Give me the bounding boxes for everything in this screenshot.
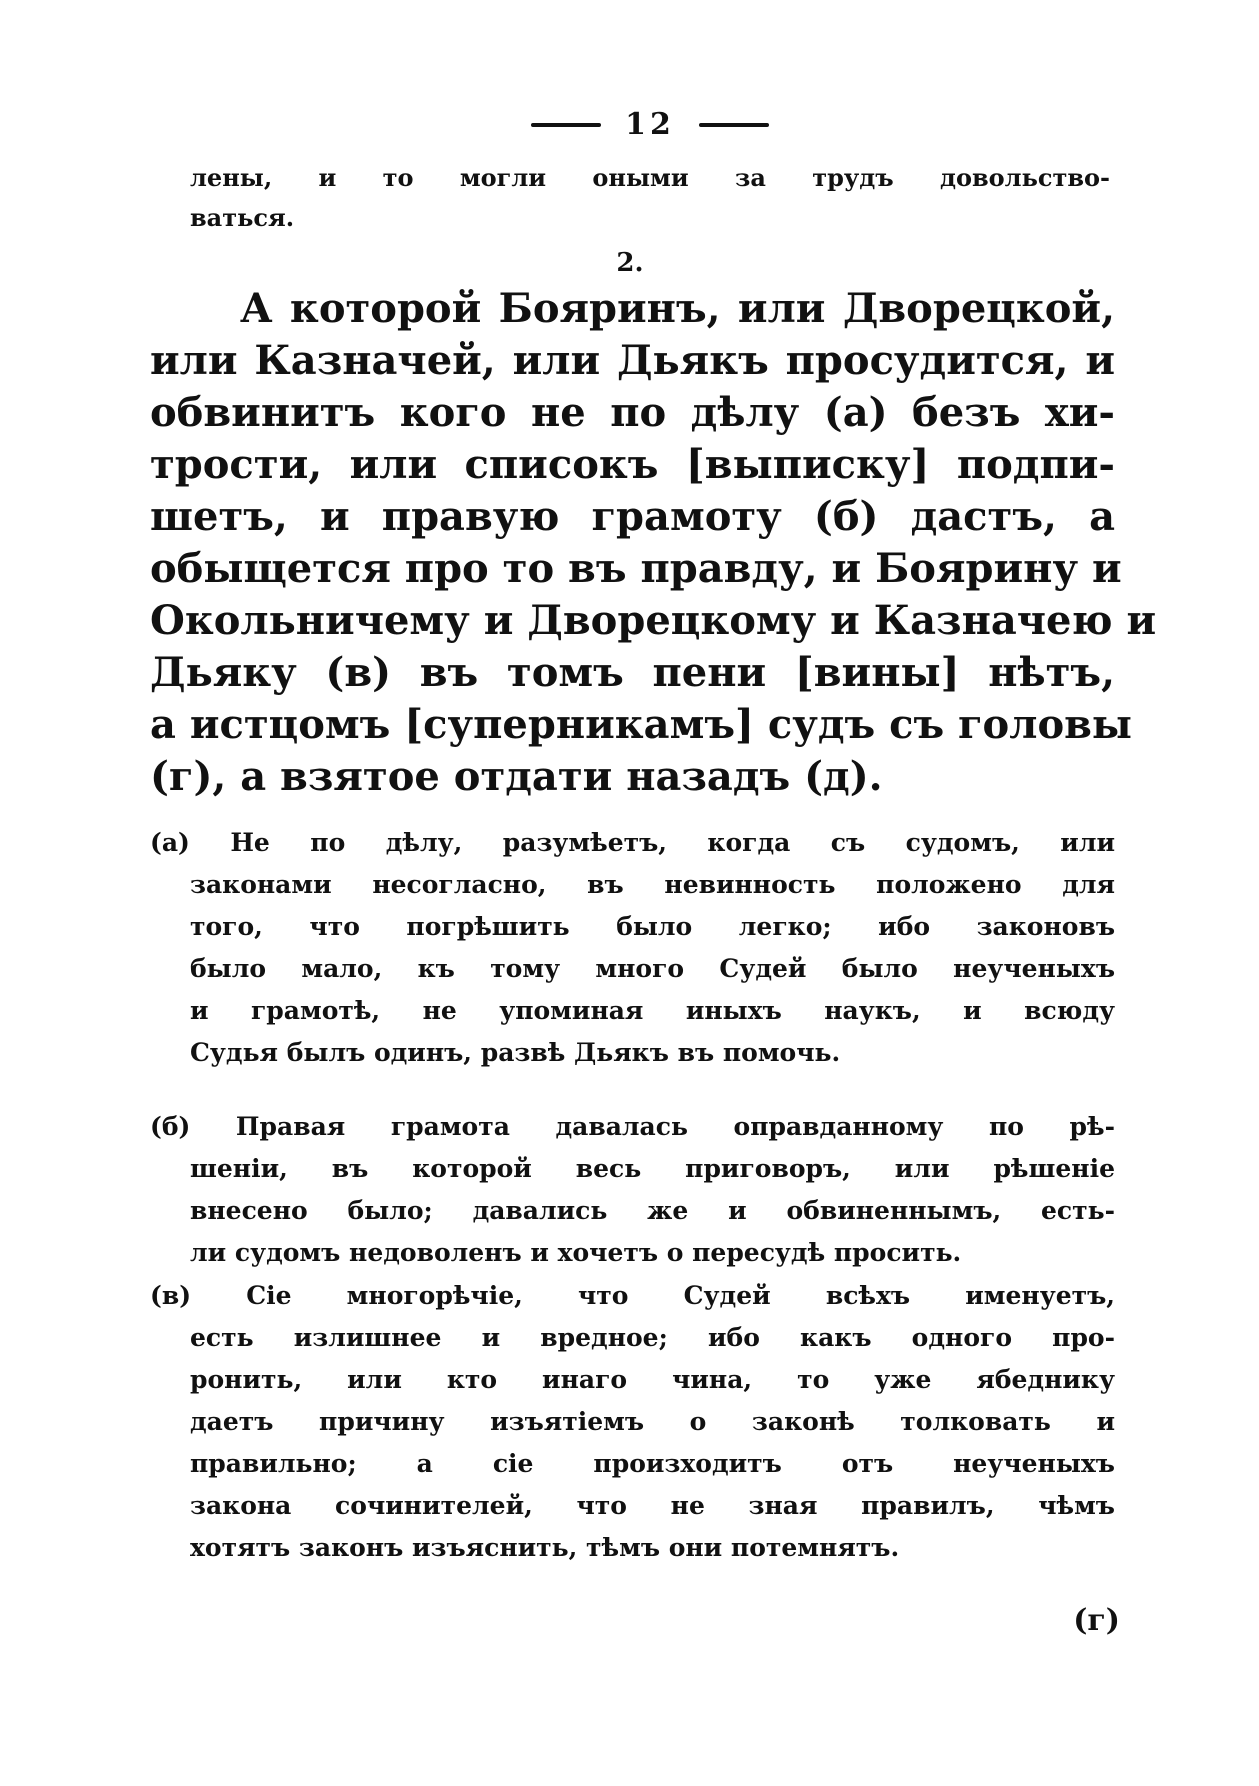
header-rule-left <box>531 123 601 127</box>
footnote-a <box>150 822 1115 1074</box>
footnote-line: было мало, къ тому много Судей было неученыхъ <box>190 954 1115 983</box>
footnote-line: ронить, или кто инаго чина, то уже ябеднику <box>190 1365 1115 1394</box>
footnote-line: внесено было; давались же и обвиненнымъ, есть- <box>190 1196 1115 1225</box>
footnote-line: законами несогласно, въ невинность положено для <box>190 870 1115 899</box>
article-line: обыщется про то въ правду, и Боярину и <box>150 545 1122 592</box>
article-text <box>150 283 1157 803</box>
footnote-line: шенiи, въ которой весь приговоръ, или рѣшенiе <box>190 1154 1115 1183</box>
header-rule-right <box>699 123 769 127</box>
footnote-v <box>150 1275 1115 1569</box>
section-number: 2. <box>616 248 644 278</box>
article-line: трости, или списокъ [выписку] подпи- <box>150 441 1115 488</box>
footnote-line: (б) Правая грамота давалась оправданному по рѣ- <box>150 1112 1115 1141</box>
page-number: 12 <box>625 107 675 142</box>
continuation-line: лены, и то могли оными за трудъ довольство- <box>190 163 1110 192</box>
footnote-line: (а) Не по дѣлу, разумѣетъ, когда съ судомъ, или <box>150 828 1115 857</box>
article-line: Дьяку (в) въ томъ пени [вины] нѣтъ, <box>150 649 1115 696</box>
article-line: А которой Бояринъ, или Дворецкой, <box>240 285 1115 332</box>
footnote-line: закона сочинителей, что не зная правилъ, чѣмъ <box>190 1491 1115 1520</box>
footnote-line: (в) Сiе многорѣчiе, что Судей всѣхъ именуетъ, <box>150 1281 1115 1310</box>
article-line: а истцомъ [суперникамъ] судъ съ головы <box>150 701 1133 748</box>
article-line: обвинитъ кого не по дѣлу (а) безъ хи- <box>150 389 1115 436</box>
footnote-line: того, что погрѣшить было легко; ибо законовъ <box>190 912 1115 941</box>
article-line: (г), а взятое отдати назадъ (д). <box>150 753 883 800</box>
page-header <box>490 105 810 145</box>
article-line: или Казначей, или Дьякъ просудится, и <box>150 337 1115 384</box>
footnote-line: есть излишнее и вредное; ибо какъ одного про- <box>190 1323 1115 1352</box>
footnote-line: и грамотѣ, не упоминая иныхъ наукъ, и всюду <box>190 996 1115 1025</box>
footnote-line: хотятъ законъ изъяснить, тѣмъ они потемнятъ. <box>190 1533 900 1562</box>
continuation-line: ваться. <box>190 203 295 232</box>
catchword: (г) <box>1073 1603 1120 1638</box>
article-line: шетъ, и правую грамоту (б) дастъ, а <box>150 493 1115 540</box>
footnote-line: Судья былъ одинъ, развѣ Дьякъ въ помочь. <box>190 1038 841 1067</box>
article-line: Окольничему и Дворецкому и Казначею и <box>150 597 1157 644</box>
footnote-line: правильно; а сiе произходитъ отъ неученыхъ <box>190 1449 1115 1478</box>
footnote-line: ли судомъ недоволенъ и хочетъ о пересудѣ просить. <box>190 1238 962 1267</box>
footnote-b <box>150 1106 1115 1274</box>
footnote-continuation <box>190 158 1110 238</box>
footnote-line: даетъ причину изъятiемъ о законѣ толковать и <box>190 1407 1115 1436</box>
